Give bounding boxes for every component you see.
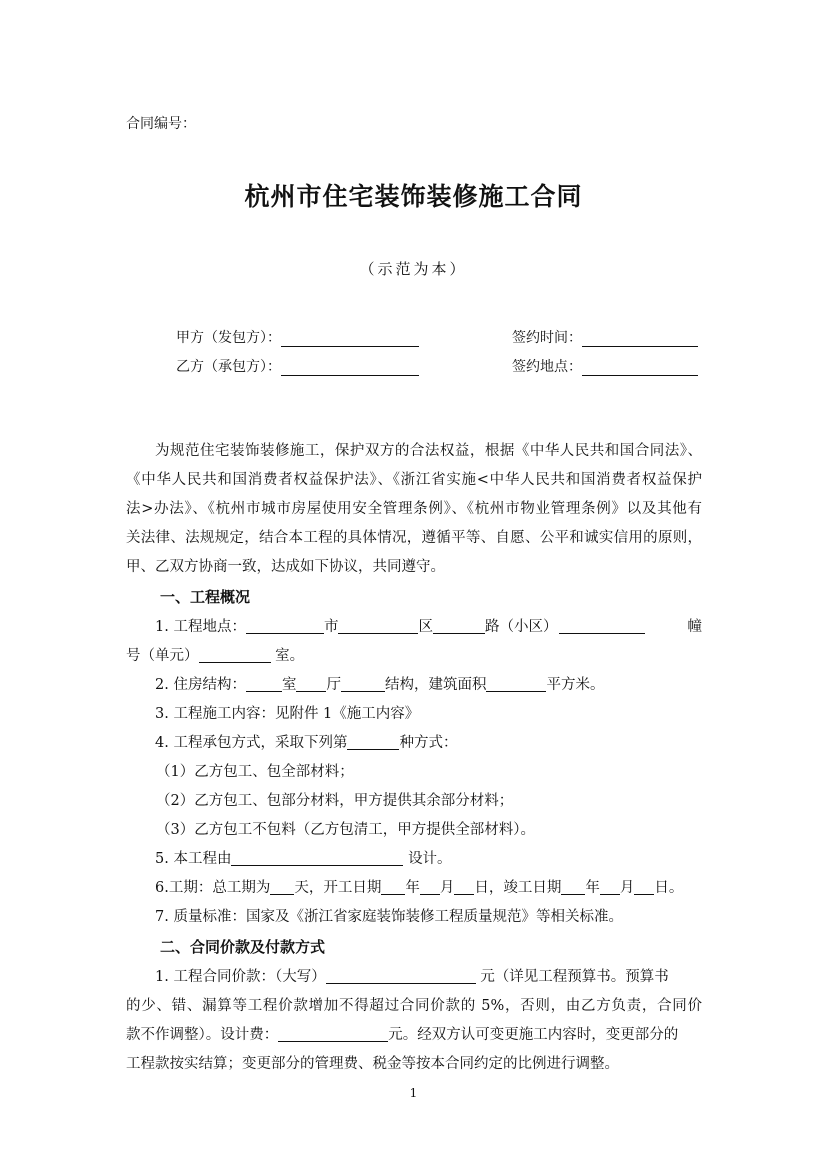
- road-suffix: 路（小区）: [484, 619, 558, 635]
- contract-price-suffix: 元（详见工程预算书。预算书: [480, 969, 669, 985]
- end-month-blank: [600, 879, 620, 895]
- design-fee-label: 款不作调整）。设计费：: [126, 1027, 279, 1043]
- end-year-suffix: 年: [585, 880, 600, 896]
- item-5-suffix: 设计。: [408, 851, 452, 867]
- preamble-line-3: 法>办法》、《杭州市城市房屋使用安全管理条例》、《杭州市物业管理条例》以及其他有: [126, 501, 702, 517]
- start-day-blank: [454, 879, 474, 895]
- road-blank: [433, 618, 485, 634]
- preamble-line-2: 《中华人民共和国消费者权益保护法》、《浙江省实施<中华人民共和国消费者权益保护: [126, 472, 702, 488]
- party-a-row: [176, 327, 419, 347]
- preamble-line-4: 关法律、法规规定，结合本工程的具体情况，遵循平等、自愿、公平和诚实信用的原则，: [126, 530, 702, 546]
- contract-number-label: 合同编号：: [126, 116, 196, 132]
- item-5-label: 5. 本工程由: [155, 851, 232, 867]
- section-1-item-2: [155, 673, 604, 694]
- start-year-blank: [381, 879, 405, 895]
- party-b-label: 乙方（承包方）：: [176, 359, 281, 375]
- start-month-suffix: 月: [439, 880, 455, 896]
- contract-price-blank: [326, 968, 476, 984]
- end-year-blank: [561, 879, 585, 895]
- sign-place-blank: [582, 360, 698, 376]
- section-1-item-5: [155, 847, 452, 868]
- end-date-label: 日，竣工日期: [474, 880, 562, 896]
- design-fee-suffix: 元。经双方认可变更施工内容时，变更部分的: [388, 1027, 679, 1043]
- room-blank: [199, 647, 271, 663]
- start-date-label: 天，开工日期: [294, 880, 382, 896]
- total-days-blank: [270, 879, 294, 895]
- district-suffix: 区: [418, 619, 433, 635]
- city-blank: [246, 618, 324, 634]
- halls-blank: [296, 676, 326, 692]
- sign-place-row: [512, 356, 698, 376]
- designer-blank: [231, 850, 403, 866]
- section-2-item-1-line-2: 的少、错、漏算等工程价款增加不得超过合同价款的 5%，否则，由乙方负责，合同价: [126, 998, 702, 1014]
- unit-label: 号（单元）: [126, 648, 199, 664]
- sign-time-blank: [582, 331, 698, 347]
- room-suffix: 室。: [275, 648, 305, 664]
- section-1-item-4: [155, 731, 457, 752]
- sign-place-label: 签约地点：: [512, 359, 582, 375]
- section-2-item-1-line-1: [155, 965, 702, 986]
- item-4-label: 4. 工程承包方式，采取下列第: [155, 735, 348, 751]
- section-1-item-6: [155, 876, 683, 897]
- contract-price-label: 1. 工程合同价款：（大写）: [155, 969, 326, 985]
- item-6-label: 6.工期：总工期为: [155, 880, 271, 896]
- building-suffix: 幢: [687, 619, 702, 635]
- document-title: 杭州市住宅装饰装修施工合同: [244, 182, 583, 211]
- city-suffix: 市: [323, 619, 339, 635]
- section-2-item-1-line-4: 工程款按实结算；变更部分的管理费、税金等按本合同约定的比例进行调整。: [126, 1056, 619, 1072]
- start-month-blank: [420, 879, 440, 895]
- rooms-suffix: 室: [281, 677, 297, 693]
- preamble-line-5: 甲、乙双方协商一致，达成如下协议，共同遵守。: [126, 559, 445, 575]
- section-1-item-3: 3. 工程施工内容：见附件 1《施工内容》: [155, 706, 420, 722]
- party-a-label: 甲方（发包方）：: [176, 330, 281, 346]
- section-1-item-4-option-1: （1）乙方包工、包全部材料；: [156, 764, 354, 780]
- item-4-suffix: 种方式：: [399, 735, 458, 751]
- sign-time-row: [512, 327, 698, 347]
- item-1-label: 1. 工程地点：: [155, 619, 246, 635]
- method-blank: [347, 734, 399, 750]
- end-day-blank: [634, 879, 654, 895]
- item-2-label: 2. 住房结构：: [155, 677, 246, 693]
- section-2-item-1-line-3: [126, 1023, 702, 1044]
- section-2-heading: 二、合同价款及付款方式: [160, 938, 326, 956]
- structure-blank: [341, 676, 385, 692]
- rooms-blank: [246, 676, 282, 692]
- section-1-item-4-option-3: （3）乙方包工不包料（乙方包清工，甲方提供全部材料）。: [156, 822, 535, 838]
- section-1-heading: 一、工程概况: [160, 588, 251, 606]
- district-blank: [338, 618, 418, 634]
- section-1-item-1: [155, 615, 702, 636]
- end-day-suffix: 日。: [654, 880, 684, 896]
- area-blank: [486, 676, 546, 692]
- structure-suffix: 结构，建筑面积: [384, 677, 487, 693]
- section-1-item-4-option-2: （2）乙方包工、包部分材料，甲方提供其余部分材料；: [156, 793, 514, 809]
- document-subtitle: （示范为本）: [359, 260, 468, 278]
- party-a-blank: [281, 331, 419, 347]
- building-blank: [559, 618, 645, 634]
- end-month-suffix: 月: [619, 880, 635, 896]
- section-1-item-1-cont: [126, 644, 304, 665]
- preamble-line-1: 为规范住宅装饰装修施工，保护双方的合法权益，根据《中华人民共和国合同法》、: [155, 443, 702, 459]
- party-b-row: [176, 356, 419, 376]
- start-year-suffix: 年: [405, 880, 420, 896]
- section-1-item-7: 7. 质量标准：国家及《浙江省家庭装饰装修工程质量规范》等相关标准。: [155, 909, 623, 925]
- design-fee-blank: [278, 1026, 388, 1042]
- area-suffix: 平方米。: [546, 677, 605, 693]
- sign-time-label: 签约时间：: [512, 330, 582, 346]
- halls-suffix: 厅: [326, 677, 341, 693]
- page-number: 1: [409, 1086, 418, 1100]
- party-b-blank: [281, 360, 419, 376]
